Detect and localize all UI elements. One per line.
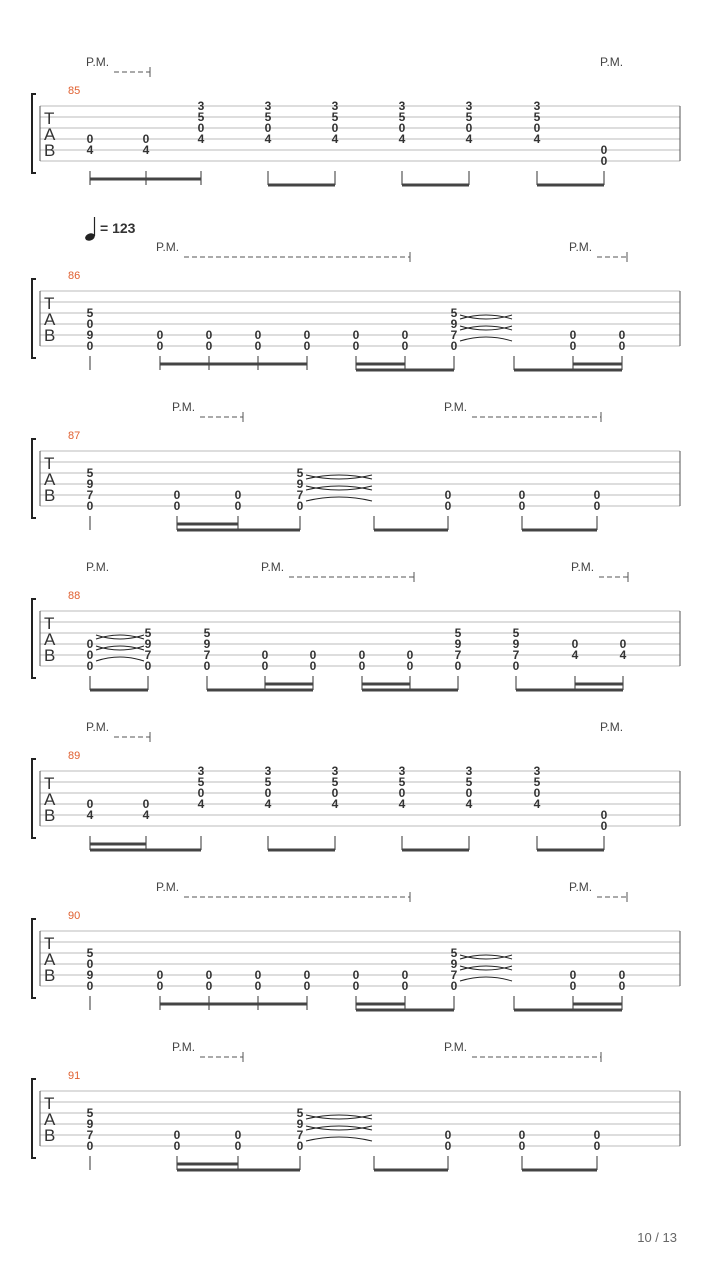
fret-number: 5 — [86, 306, 94, 320]
fret-number: 4 — [465, 797, 473, 811]
fret-number: 0 — [86, 957, 94, 971]
fret-number: 5 — [398, 775, 406, 789]
fret-number: 7 — [144, 648, 152, 662]
fret-number: 5 — [86, 466, 94, 480]
fret-number: 5 — [454, 626, 462, 640]
fret-number: 0 — [264, 786, 272, 800]
fret-number: 0 — [142, 132, 150, 146]
tie-arc — [306, 1126, 372, 1130]
palm-mute-label: P.M. — [569, 240, 593, 254]
fret-number: 5 — [533, 110, 541, 124]
fret-number: 7 — [454, 648, 462, 662]
fret-number: 7 — [450, 328, 458, 342]
fret-number: 0 — [205, 328, 213, 342]
tab-clef-letter: B — [44, 486, 56, 505]
tie-arc — [306, 486, 372, 490]
page-number: 10 / 13 — [637, 1230, 677, 1245]
fret-number: 0 — [406, 648, 414, 662]
palm-mute-label: P.M. — [172, 400, 196, 414]
fret-number: 4 — [86, 808, 94, 822]
fret-number: 0 — [444, 1128, 452, 1142]
fret-number: 5 — [450, 946, 458, 960]
tie-arc — [306, 1137, 372, 1141]
tab-clef-letter: T — [44, 774, 55, 793]
palm-mute-label: P.M. — [86, 560, 110, 574]
fret-number: 4 — [533, 797, 541, 811]
tab-clef-letter: A — [44, 630, 56, 649]
fret-number: 0 — [86, 659, 94, 673]
fret-number: 0 — [518, 488, 526, 502]
system-bracket — [32, 759, 36, 838]
fret-number: 3 — [465, 99, 473, 113]
tab-clef-letter: T — [44, 614, 55, 633]
fret-number: 5 — [465, 775, 473, 789]
fret-number: 0 — [454, 659, 462, 673]
fret-number: 7 — [203, 648, 211, 662]
fret-number: 4 — [264, 132, 272, 146]
fret-number: 3 — [331, 764, 339, 778]
fret-number: 0 — [444, 499, 452, 513]
fret-number: 0 — [618, 968, 626, 982]
tab-clef-letter: B — [44, 141, 56, 160]
tab-clef-letter: A — [44, 950, 56, 969]
tab-clef-letter: T — [44, 109, 55, 128]
fret-number: 3 — [197, 99, 205, 113]
fret-number: 0 — [618, 328, 626, 342]
fret-number: 0 — [406, 659, 414, 673]
fret-number: 4 — [331, 797, 339, 811]
fret-number: 5 — [86, 946, 94, 960]
palm-mute-label: P.M. — [444, 1040, 468, 1054]
fret-number: 0 — [569, 968, 577, 982]
fret-number: 0 — [197, 121, 205, 135]
fret-number: 0 — [569, 339, 577, 353]
fret-number: 5 — [533, 775, 541, 789]
tab-clef-letter: B — [44, 806, 56, 825]
measure-number: 85 — [68, 85, 81, 97]
fret-number: 0 — [618, 339, 626, 353]
tab-clef-letter: A — [44, 790, 56, 809]
fret-number: 3 — [533, 764, 541, 778]
fret-number: 0 — [173, 488, 181, 502]
fret-number: 0 — [203, 659, 211, 673]
fret-number: 9 — [144, 637, 152, 651]
tab-clef-letter: A — [44, 310, 56, 329]
fret-number: 0 — [593, 499, 601, 513]
tab-clef-letter: B — [44, 326, 56, 345]
fret-number: 0 — [331, 121, 339, 135]
tie-arc — [460, 955, 512, 959]
fret-number: 4 — [465, 132, 473, 146]
measure-number: 89 — [68, 750, 81, 762]
fret-number: 4 — [197, 132, 205, 146]
fret-number: 0 — [618, 979, 626, 993]
fret-number: 0 — [254, 979, 262, 993]
fret-number: 0 — [173, 1139, 181, 1153]
measure-number: 91 — [68, 1070, 81, 1082]
fret-number: 0 — [358, 659, 366, 673]
fret-number: 0 — [254, 339, 262, 353]
fret-number: 0 — [518, 499, 526, 513]
fret-number: 3 — [398, 99, 406, 113]
fret-number: 3 — [331, 99, 339, 113]
fret-number: 5 — [296, 466, 304, 480]
fret-number: 3 — [465, 764, 473, 778]
measure-number: 88 — [68, 590, 81, 602]
fret-number: 0 — [593, 488, 601, 502]
tie-arc — [306, 475, 372, 479]
fret-number: 7 — [86, 488, 94, 502]
fret-number: 9 — [454, 637, 462, 651]
fret-number: 9 — [86, 968, 94, 982]
palm-mute-label: P.M. — [156, 240, 180, 254]
fret-number: 0 — [205, 979, 213, 993]
fret-number: 4 — [619, 648, 627, 662]
fret-number: 0 — [303, 979, 311, 993]
tie-arc — [460, 977, 512, 981]
fret-number: 9 — [450, 957, 458, 971]
fret-number: 0 — [331, 786, 339, 800]
fret-number: 9 — [86, 328, 94, 342]
fret-number: 0 — [444, 488, 452, 502]
fret-number: 4 — [142, 808, 150, 822]
fret-number: 0 — [450, 339, 458, 353]
fret-number: 4 — [331, 132, 339, 146]
fret-number: 0 — [358, 648, 366, 662]
fret-number: 0 — [533, 786, 541, 800]
fret-number: 9 — [296, 1117, 304, 1131]
system-bracket — [32, 439, 36, 518]
fret-number: 0 — [309, 659, 317, 673]
fret-number: 0 — [254, 968, 262, 982]
fret-number: 9 — [86, 1117, 94, 1131]
fret-number: 4 — [571, 648, 579, 662]
tie-arc — [306, 1115, 372, 1119]
tab-clef-letter: B — [44, 1126, 56, 1145]
fret-number: 0 — [86, 499, 94, 513]
tab-clef-letter: A — [44, 125, 56, 144]
fret-number: 0 — [465, 786, 473, 800]
fret-number: 0 — [254, 328, 262, 342]
fret-number: 9 — [296, 477, 304, 491]
system-bracket — [32, 919, 36, 998]
fret-number: 0 — [156, 339, 164, 353]
fret-number: 0 — [303, 339, 311, 353]
fret-number: 4 — [398, 797, 406, 811]
fret-number: 0 — [144, 659, 152, 673]
fret-number: 0 — [352, 339, 360, 353]
fret-number: 0 — [234, 499, 242, 513]
tempo-value: = 123 — [100, 220, 136, 236]
fret-number: 0 — [512, 659, 520, 673]
fret-number: 0 — [352, 979, 360, 993]
fret-number: 0 — [264, 121, 272, 135]
system-bracket — [32, 279, 36, 358]
palm-mute-label: P.M. — [86, 720, 110, 734]
fret-number: 0 — [234, 1139, 242, 1153]
palm-mute-label: P.M. — [600, 720, 624, 734]
fret-number: 0 — [401, 968, 409, 982]
fret-number: 0 — [156, 968, 164, 982]
fret-number: 4 — [264, 797, 272, 811]
fret-number: 0 — [600, 154, 608, 168]
system-bracket — [32, 599, 36, 678]
fret-number: 5 — [465, 110, 473, 124]
fret-number: 0 — [398, 786, 406, 800]
fret-number: 5 — [512, 626, 520, 640]
fret-number: 0 — [352, 328, 360, 342]
fret-number: 5 — [264, 110, 272, 124]
fret-number: 0 — [173, 499, 181, 513]
fret-number: 0 — [600, 808, 608, 822]
tie-arc — [460, 337, 512, 341]
fret-number: 0 — [197, 786, 205, 800]
fret-number: 0 — [571, 637, 579, 651]
fret-number: 3 — [533, 99, 541, 113]
fret-number: 7 — [512, 648, 520, 662]
fret-number: 0 — [205, 968, 213, 982]
fret-number: 0 — [173, 1128, 181, 1142]
fret-number: 0 — [619, 637, 627, 651]
fret-number: 4 — [398, 132, 406, 146]
fret-number: 0 — [86, 637, 94, 651]
fret-number: 5 — [264, 775, 272, 789]
fret-number: 0 — [401, 979, 409, 993]
fret-number: 0 — [261, 659, 269, 673]
fret-number: 0 — [234, 1128, 242, 1142]
fret-number: 9 — [512, 637, 520, 651]
tab-clef-letter: B — [44, 646, 56, 665]
measure-number: 86 — [68, 270, 81, 282]
fret-number: 9 — [86, 477, 94, 491]
fret-number: 4 — [142, 143, 150, 157]
measure-number: 90 — [68, 910, 81, 922]
fret-number: 4 — [86, 143, 94, 157]
fret-number: 0 — [86, 339, 94, 353]
fret-number: 3 — [197, 764, 205, 778]
fret-number: 0 — [352, 968, 360, 982]
tie-arc — [96, 657, 144, 661]
fret-number: 0 — [518, 1139, 526, 1153]
fret-number: 0 — [261, 648, 269, 662]
fret-number: 0 — [465, 121, 473, 135]
fret-number: 0 — [398, 121, 406, 135]
fret-number: 5 — [398, 110, 406, 124]
tab-clef-letter: B — [44, 966, 56, 985]
fret-number: 0 — [86, 648, 94, 662]
system-bracket — [32, 94, 36, 173]
fret-number: 0 — [593, 1128, 601, 1142]
fret-number: 5 — [331, 775, 339, 789]
fret-number: 0 — [86, 1139, 94, 1153]
tab-clef-letter: A — [44, 470, 56, 489]
fret-number: 0 — [533, 121, 541, 135]
palm-mute-label: P.M. — [156, 880, 180, 894]
fret-number: 0 — [234, 488, 242, 502]
measure-number: 87 — [68, 430, 81, 442]
palm-mute-label: P.M. — [571, 560, 595, 574]
palm-mute-label: P.M. — [261, 560, 285, 574]
tab-clef-letter: T — [44, 294, 55, 313]
fret-number: 5 — [197, 110, 205, 124]
palm-mute-label: P.M. — [569, 880, 593, 894]
fret-number: 5 — [86, 1106, 94, 1120]
fret-number: 4 — [533, 132, 541, 146]
fret-number: 0 — [156, 979, 164, 993]
fret-number: 0 — [569, 328, 577, 342]
fret-number: 0 — [86, 132, 94, 146]
fret-number: 4 — [197, 797, 205, 811]
fret-number: 5 — [296, 1106, 304, 1120]
fret-number: 7 — [86, 1128, 94, 1142]
fret-number: 0 — [600, 819, 608, 833]
fret-number: 0 — [303, 328, 311, 342]
fret-number: 0 — [86, 979, 94, 993]
fret-number: 0 — [401, 328, 409, 342]
fret-number: 0 — [593, 1139, 601, 1153]
tab-clef-letter: T — [44, 454, 55, 473]
fret-number: 5 — [331, 110, 339, 124]
tie-arc — [460, 315, 512, 319]
fret-number: 0 — [156, 328, 164, 342]
fret-number: 0 — [569, 979, 577, 993]
fret-number: 0 — [450, 979, 458, 993]
tab-clef-letter: T — [44, 934, 55, 953]
fret-number: 3 — [264, 99, 272, 113]
tie-arc — [306, 497, 372, 501]
tab-clef-letter: T — [44, 1094, 55, 1113]
palm-mute-label: P.M. — [86, 55, 110, 69]
fret-number: 0 — [309, 648, 317, 662]
fret-number: 0 — [600, 143, 608, 157]
fret-number: 0 — [86, 797, 94, 811]
tie-arc — [96, 646, 144, 650]
palm-mute-label: P.M. — [172, 1040, 196, 1054]
fret-number: 0 — [205, 339, 213, 353]
fret-number: 3 — [264, 764, 272, 778]
fret-number: 5 — [450, 306, 458, 320]
fret-number: 5 — [197, 775, 205, 789]
fret-number: 0 — [142, 797, 150, 811]
fret-number: 0 — [444, 1139, 452, 1153]
fret-number: 5 — [203, 626, 211, 640]
tie-arc — [96, 635, 144, 639]
fret-number: 7 — [296, 1128, 304, 1142]
fret-number: 9 — [203, 637, 211, 651]
palm-mute-label: P.M. — [444, 400, 468, 414]
palm-mute-label: P.M. — [600, 55, 624, 69]
fret-number: 0 — [296, 1139, 304, 1153]
fret-number: 0 — [86, 317, 94, 331]
tie-arc — [460, 326, 512, 330]
fret-number: 7 — [296, 488, 304, 502]
fret-number: 0 — [296, 499, 304, 513]
system-bracket — [32, 1079, 36, 1158]
fret-number: 0 — [518, 1128, 526, 1142]
fret-number: 0 — [303, 968, 311, 982]
tab-clef-letter: A — [44, 1110, 56, 1129]
fret-number: 5 — [144, 626, 152, 640]
fret-number: 0 — [401, 339, 409, 353]
fret-number: 7 — [450, 968, 458, 982]
tie-arc — [460, 966, 512, 970]
fret-number: 3 — [398, 764, 406, 778]
fret-number: 9 — [450, 317, 458, 331]
